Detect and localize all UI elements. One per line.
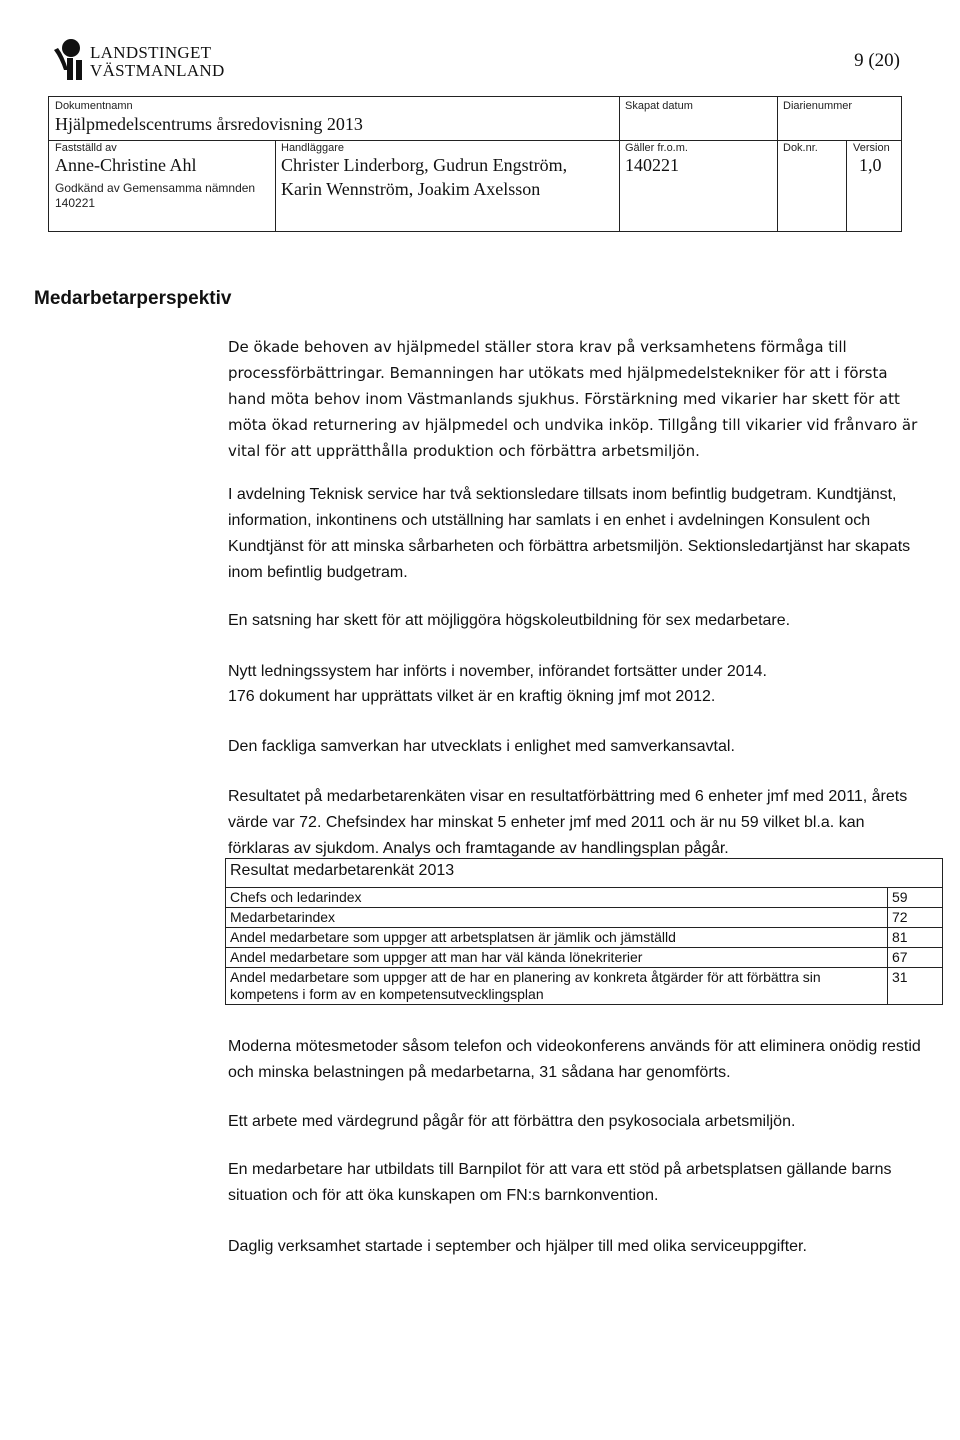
paragraph-barnpilot: En medarbetare har utbildats till Barnpilot för att vara ett stöd på arbetsplatsen gällande barns situation och för att öka kunskapen om FN:s barnkonvention. [228,1161,892,1204]
handlaggare-line1: Christer Linderborg, Gudrun Engström, [281,155,568,175]
paragraph-daglig-verksamhet: Daglig verksamhet startade i september och hjälper till med olika serviceuppgifter. [228,1238,807,1255]
paragraph-samverkan: Den fackliga samverkan har utvecklats i enlighet med samverkansavtal. [228,738,735,755]
org-name-line2: VÄSTMANLAND [90,61,225,80]
table-cell-label: Andel medarbetare som uppger att man har väl kända lönekriterier [226,948,888,967]
dokumentnamn-label: Dokumentnamn [55,100,133,112]
paragraph-vardegrund: Ett arbete med värdegrund pågår för att förbättra den psykosociala arbetsmiljön. [228,1113,796,1130]
table-row [226,968,942,1004]
galler-from-label: Gäller fr.o.m. [625,142,688,154]
table-cell-label: Chefs och ledarindex [226,888,888,907]
table-cell-value: 81 [892,929,908,945]
paragraph-motesmetoder: Moderna mötesmetoder såsom telefon och videokonferens används för att eliminera onödig restid och minska belastningen på medarbetarna, 31 sådana har genomförts. [228,1038,921,1081]
doknr-label: Dok.nr. [783,142,818,154]
skapat-datum-label: Skapat datum [625,100,693,112]
landstinget-emblem-icon [52,36,88,82]
org-name-line1: LANDSTINGET [90,43,212,62]
table-cell-label: Andel medarbetare som uppger att de har en planering av konkreta åtgärder för att förbättra sin kompetens i form av en kompetensutvecklingsplan [226,968,888,1004]
table-cell-value: 72 [892,909,908,925]
table-row [226,888,942,908]
godkand-value: 140221 [55,196,96,210]
version-value: 1,0 [859,155,882,175]
table-cell-value: 59 [892,889,908,905]
paragraph-hogskoleutbildning: En satsning har skett för att möjliggöra högskoleutbildning för sex medarbetare. [228,612,791,629]
paragraph-medarbetarenkat: Resultatet på medarbetarenkäten visar en resultatförbättring med 6 enheter jmf med 2011, årets värde var 72. Chefsindex har minskat 5 enheter jmf med 2011 och är nu 59 vilket bl.a. kan förklaras av sjukdom. Analys och framtagande av handlingsplan pågår. [228,788,908,857]
galler-from-value: 140221 [625,155,679,175]
paragraph-dokument: 176 dokument har upprättats vilket är en kraftig ökning jmf mot 2012. [228,688,716,705]
handlaggare-label: Handläggare [281,142,344,154]
handlaggare-line2: Karin Wennström, Joakim Axelsson [281,179,541,199]
org-logo [52,34,252,94]
paragraph-teknisk-service: I avdelning Teknisk service har två sektionsledare tillsats inom befintlig budgetram. Kundtjänst, information, inkontinens och utställning har samlats i en enhet i avdelningen Konsulent och Kundtjänst för att minska sårbarheten och förbättra arbetsmiljön. Sektionsledartjänst har skapats inom befintlig budgetram. [228,486,911,581]
table-cell-label: Andel medarbetare som uppger att arbetsplatsen är jämlik och jämställd [226,928,888,947]
diarienummer-label: Diarienummer [783,100,853,112]
dokumentnamn-value: Hjälpmedelscentrums årsredovisning 2013 [55,114,363,134]
godkand-label: Godkänd av Gemensamma nämnden [55,181,256,195]
table-cell-value: 67 [892,949,908,965]
table-row [226,928,942,948]
results-table-title: Resultat medarbetarenkät 2013 [226,859,942,888]
version-label: Version [853,142,890,154]
paragraph-ledningssystem: Nytt ledningssystem har införts i november, införandet fortsätter under 2014. [228,663,767,680]
org-name [90,44,225,80]
table-row [226,908,942,928]
paragraph-processes: De ökade behoven av hjälpmedel ställer stora krav på verksamhetens förmåga till processförbättringar. Bemanningen har utökats med hjälpmedelstekniker för att i första hand möta behov inom Västmanlands sjukhus. Förstärkning med vikarier har skett för att möta ökad returnering av hjälpmedel och undvika inköp. Tillgång till vikarier vid frånvaro är vital för att upprätthålla produktion och förbättra arbetsmiljön. [228,338,918,460]
faststalld-value: Anne-Christine Ahl [55,155,197,175]
results-table [225,858,943,1005]
table-cell-label: Medarbetarindex [226,908,888,927]
page-number: 9 (20) [854,50,900,71]
table-row [226,948,942,968]
faststalld-label: Fastställd av [55,142,117,154]
section-title: Medarbetarperspektiv [34,288,232,309]
table-cell-value: 31 [892,969,908,985]
document-header-table [48,96,902,232]
